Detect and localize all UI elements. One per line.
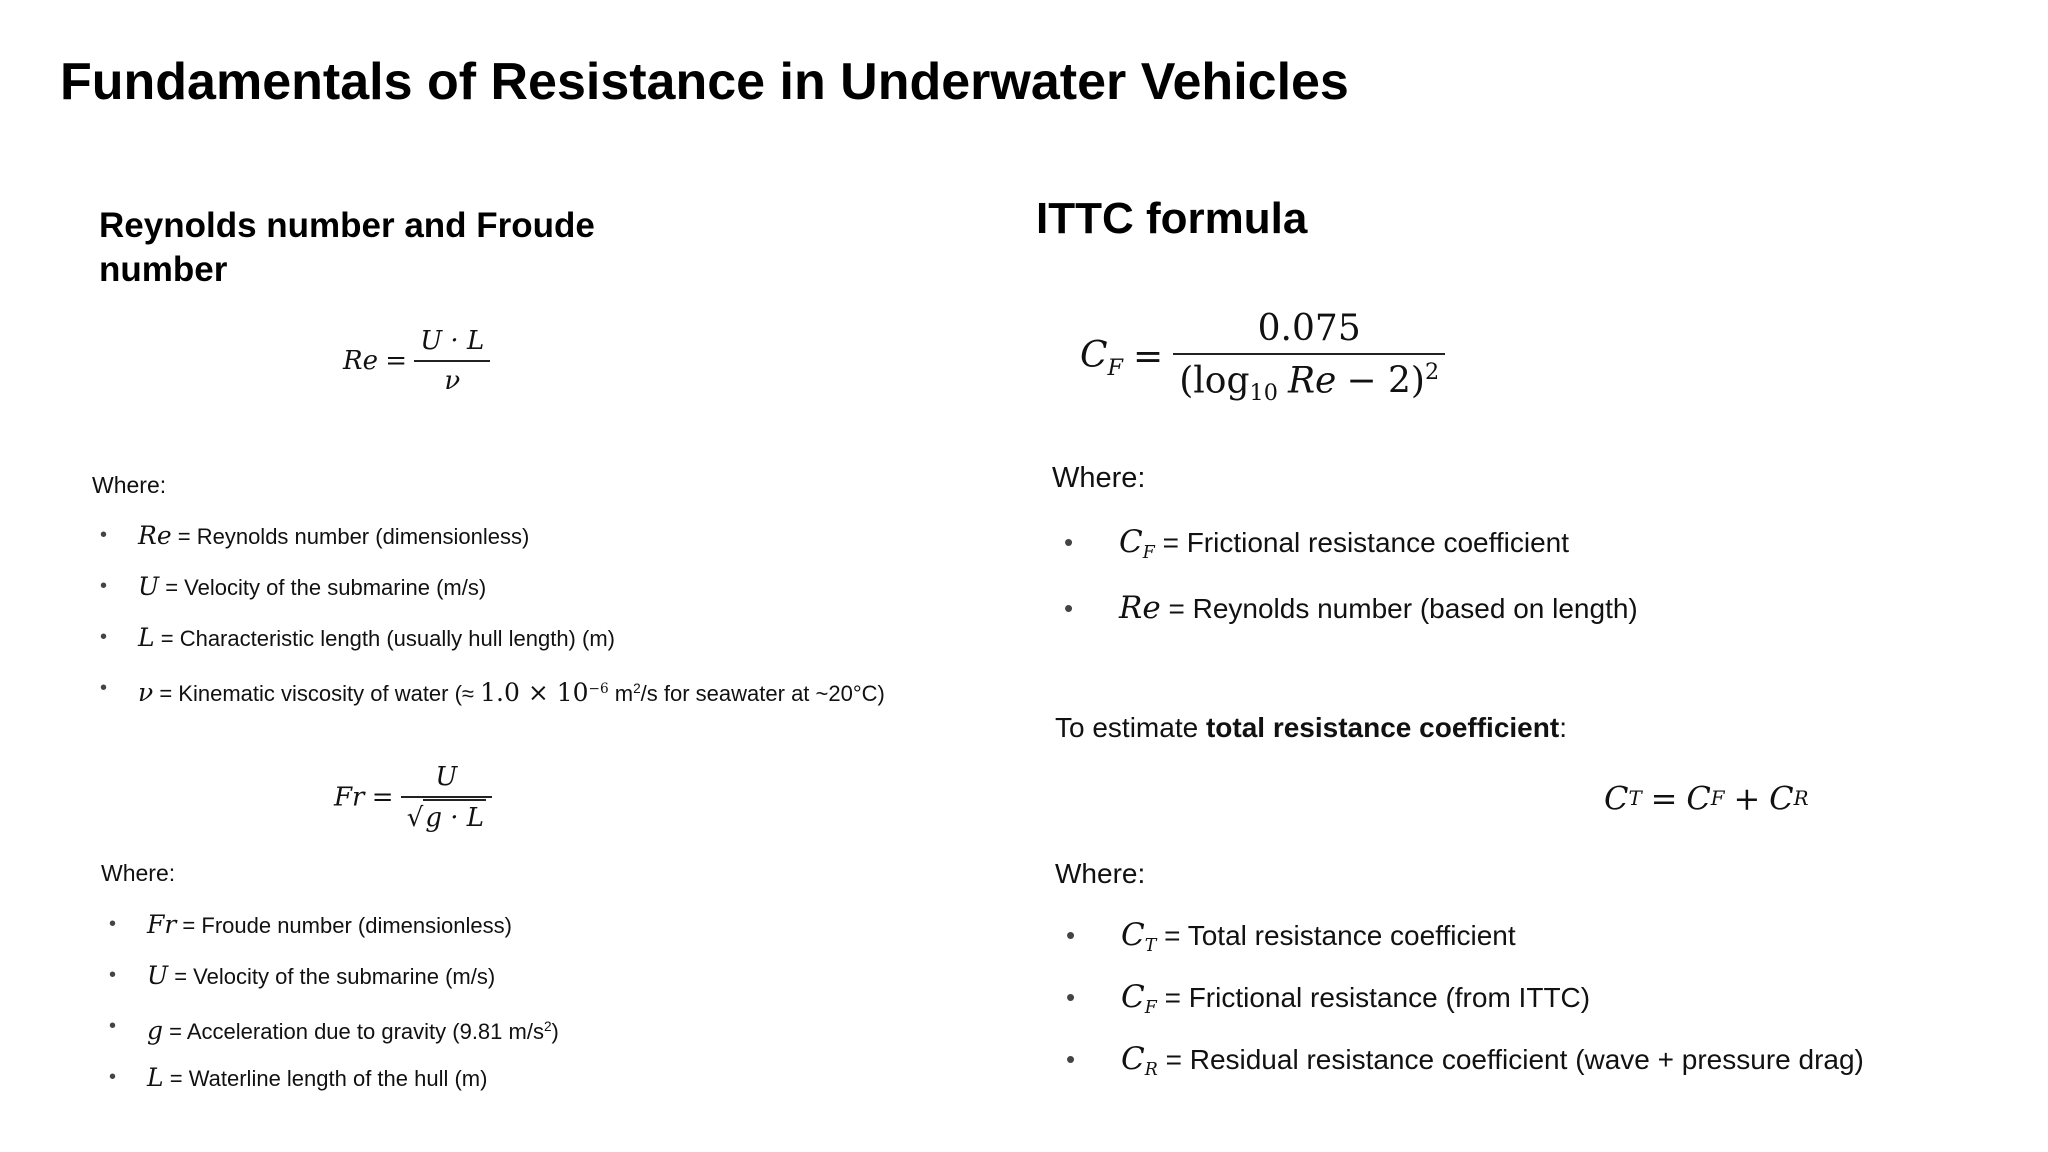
estimate-text-start: To estimate	[1055, 712, 1206, 743]
formula-variable: Re	[1287, 360, 1337, 402]
item-text: = Reynolds number (based on length)	[1168, 593, 1638, 624]
estimate-text	[1055, 712, 1567, 744]
list-item	[100, 612, 885, 663]
formula-equals: =	[385, 346, 407, 376]
list-item	[109, 950, 559, 1001]
formula-log: (log	[1179, 360, 1250, 402]
math-symbol: C	[1121, 979, 1145, 1015]
math-symbol: C	[1119, 524, 1143, 560]
heading-line-1: Reynolds number and Froude	[99, 206, 595, 245]
item-text-end: /s for seawater at ~20°C)	[640, 681, 885, 707]
list-item	[100, 561, 885, 612]
formula-denominator: ν	[444, 366, 461, 396]
math-symbol: Re	[1119, 590, 1161, 626]
sqrt-sign: √	[406, 803, 424, 833]
math-symbol: L	[147, 1063, 164, 1092]
heading-line-2: number	[99, 250, 228, 289]
total-resistance-variable-list	[1062, 906, 1864, 1092]
math-subscript: F	[1142, 543, 1155, 564]
list-item	[100, 510, 885, 561]
item-text: = Frictional resistance (from ITTC)	[1164, 982, 1591, 1013]
formula-lhs: Fr	[334, 782, 365, 813]
item-text: = Reynolds number (dimensionless)	[177, 524, 530, 549]
list-item	[1062, 1030, 1864, 1092]
viscosity-exponent: −6	[588, 681, 609, 697]
formula-lhs: C	[1080, 334, 1108, 376]
reynolds-formula	[343, 326, 490, 396]
math-symbol: C	[1604, 779, 1629, 818]
item-text: = Velocity of the submarine (m/s)	[165, 575, 487, 600]
where-label: Where:	[92, 472, 167, 498]
section-heading-ittc: ITTC formula	[1036, 194, 1308, 243]
where-label: Where:	[1055, 858, 1146, 889]
item-text: = Froude number (dimensionless)	[182, 913, 512, 938]
list-item	[1060, 580, 1638, 640]
formula-log-base: 10	[1249, 380, 1278, 407]
math-subscript: R	[1793, 787, 1809, 811]
item-text: = Kinematic viscosity of water (≈	[159, 681, 481, 707]
math-subscript: F	[1710, 787, 1725, 811]
item-text: = Waterline length of the hull (m)	[169, 1066, 488, 1091]
unit-exponent: 2	[543, 1019, 552, 1034]
formula-equals: =	[1650, 779, 1678, 818]
viscosity-value: 1.0 × 10	[480, 678, 589, 708]
item-text: = Residual resistance coefficient (wave + pressure drag)	[1165, 1044, 1864, 1075]
math-symbol: Re	[138, 521, 172, 550]
math-symbol: C	[1769, 779, 1794, 818]
estimate-text-end: :	[1559, 712, 1567, 743]
item-text: = Total resistance coefficient	[1164, 920, 1516, 951]
math-symbol: ν	[138, 678, 154, 708]
list-item	[109, 899, 559, 950]
where-label: Where:	[101, 860, 176, 886]
math-symbol: U	[138, 572, 160, 601]
page-title: Fundamentals of Resistance in Underwater Vehicles	[60, 53, 1349, 111]
total-resistance-formula	[1604, 778, 1809, 818]
item-text: = Velocity of the submarine (m/s)	[174, 964, 496, 989]
item-text: = Frictional resistance coefficient	[1162, 527, 1570, 558]
math-symbol: L	[138, 623, 155, 652]
list-item	[100, 663, 885, 714]
math-symbol: C	[1686, 779, 1711, 818]
math-symbol: C	[1121, 917, 1145, 953]
unit-text: m	[608, 681, 634, 707]
formula-exponent: 2	[1424, 359, 1440, 385]
list-item	[1062, 968, 1864, 1030]
formula-numerator: U · L	[414, 326, 490, 362]
math-symbol: Fr	[147, 910, 177, 939]
item-text: = Characteristic length (usually hull length) (m)	[160, 626, 615, 651]
where-label: Where:	[1052, 462, 1146, 494]
list-item	[1060, 514, 1638, 580]
math-symbol: C	[1121, 1041, 1145, 1077]
formula-lhs-subscript: F	[1107, 354, 1124, 381]
math-subscript: T	[1144, 936, 1157, 957]
list-item	[1062, 906, 1864, 968]
formula-numerator: U	[401, 762, 492, 798]
reynolds-variable-list	[100, 510, 885, 714]
formula-equals: =	[1133, 336, 1164, 378]
math-subscript: F	[1144, 998, 1157, 1019]
froude-variable-list	[109, 899, 559, 1103]
unit-exponent: 2	[633, 681, 641, 696]
item-text-end: )	[551, 1019, 559, 1045]
math-symbol: U	[147, 961, 169, 990]
item-text: = Acceleration due to gravity (9.81 m/s	[169, 1019, 544, 1045]
formula-denominator: g · L	[423, 799, 486, 833]
ittc-formula	[1080, 308, 1445, 406]
section-heading-reynolds-froude	[99, 204, 659, 292]
math-subscript: T	[1628, 787, 1642, 811]
estimate-text-bold: total resistance coefficient	[1205, 712, 1560, 743]
formula-plus: +	[1733, 779, 1761, 818]
formula-numerator: 0.075	[1173, 308, 1445, 355]
math-subscript: R	[1144, 1060, 1158, 1081]
math-symbol: g	[147, 1016, 164, 1046]
formula-lhs: Re	[343, 346, 378, 376]
formula-equals: =	[371, 782, 394, 813]
list-item	[109, 1052, 559, 1103]
froude-formula	[334, 762, 492, 833]
ittc-variable-list	[1060, 514, 1638, 640]
formula-denominator-rest: − 2)	[1346, 360, 1425, 402]
list-item	[109, 1001, 559, 1052]
